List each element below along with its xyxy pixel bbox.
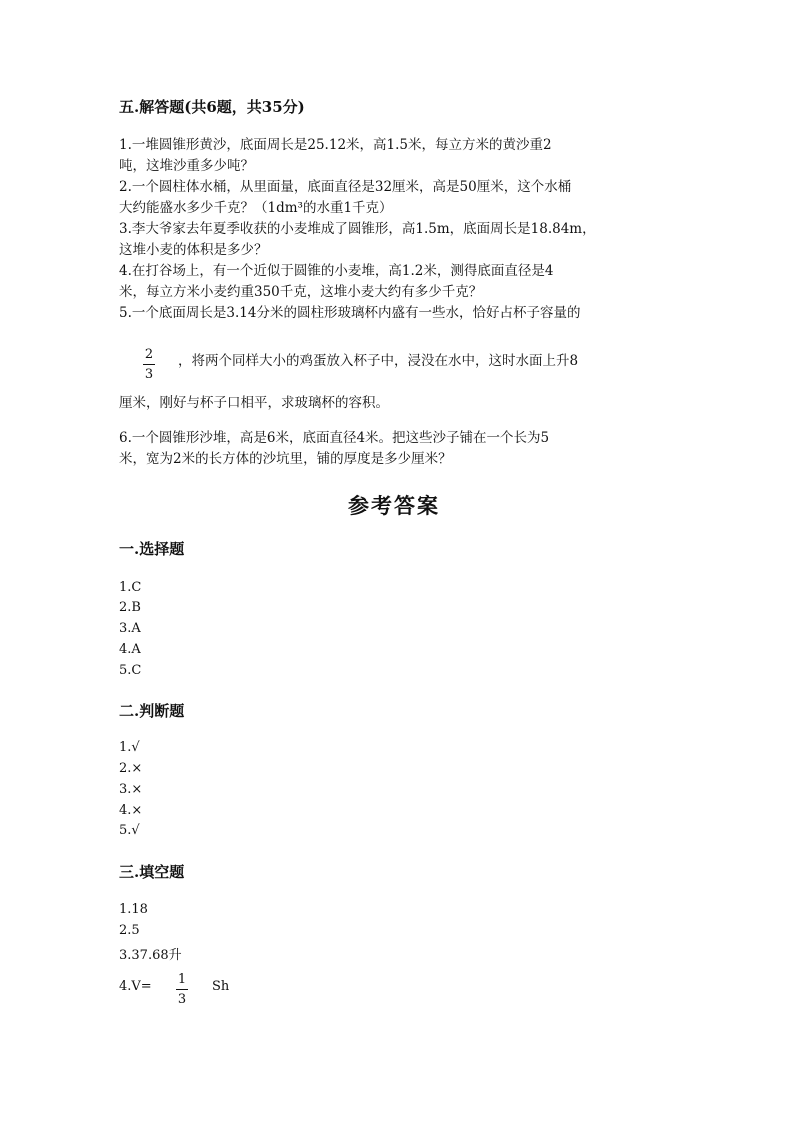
question-4-line-2: 米，每立方米小麦约重350千克，这堆小麦大约有多少千克？ — [119, 284, 483, 300]
answers-title: 参考答案 — [348, 493, 440, 518]
answers-section-3-title: 三.填空题 — [119, 863, 185, 881]
question-3-line-1: 3.李大爷家去年夏季收获的小麦堆成了圆锥形，高1.5m，底面周长是18.84m， — [119, 221, 596, 237]
section-title: 五.解答题(共6题，共35分) — [119, 98, 305, 116]
question-1-line-2: 吨，这堆沙重多少吨？ — [119, 158, 254, 174]
answer-item: 3.37.68升 — [119, 948, 182, 963]
question-4-line-1: 4.在打谷场上，有一个近似于圆锥的小麦堆，高1.2米，测得底面直径是4 — [119, 263, 554, 279]
question-3-line-2: 这堆小麦的体积是多少？ — [119, 242, 268, 258]
answer-item: 1.18 — [119, 902, 148, 917]
answer-item: 1.C — [119, 580, 142, 595]
question-5-line-2: ，将两个同样大小的鸡蛋放入杯子中，浸没在水中，这时水面上升8 — [178, 353, 579, 369]
answer-item: 1.√ — [119, 740, 140, 755]
answer-item-4-fraction — [176, 972, 188, 1007]
question-5-line-3: 厘米，刚好与杯子口相平，求玻璃杯的容积。 — [119, 395, 389, 411]
question-5-line-1: 5.一个底面周长是3.14分米的圆柱形玻璃杯内盛有一些水，恰好占杯子容量的 — [119, 305, 581, 321]
question-6-line-1: 6.一个圆锥形沙堆，高是6米，底面直径4米。把这些沙子铺在一个长为5 — [119, 430, 550, 446]
answers-section-2-title: 二.判断题 — [119, 702, 185, 720]
fraction-numerator: 1 — [177, 972, 187, 987]
answer-item-4-prefix: 4.V= — [119, 979, 152, 994]
question-5-fraction — [143, 347, 155, 382]
answer-item: 2.5 — [119, 923, 140, 938]
fraction-denominator: 3 — [144, 367, 154, 382]
question-2-line-2: 大约能盛水多少千克？（1dm³的水重1千克） — [119, 200, 393, 216]
answer-item: 5.C — [119, 663, 142, 678]
fraction-denominator: 3 — [177, 992, 187, 1007]
fraction-bar — [143, 364, 155, 365]
question-2-line-1: 2.一个圆柱体水桶，从里面量，底面直径是32厘米，高是50厘米，这个水桶 — [119, 179, 572, 195]
fraction-numerator: 2 — [144, 347, 154, 362]
answer-item: 3.A — [119, 621, 141, 636]
question-6-line-2: 米，宽为2米的长方体的沙坑里，铺的厚度是多少厘米？ — [119, 451, 452, 467]
answer-item: 5.√ — [119, 823, 140, 838]
answer-item-4-suffix: Sh — [212, 979, 230, 994]
question-1-line-1: 1.一堆圆锥形黄沙，底面周长是25.12米，高1.5米，每立方米的黄沙重2 — [119, 137, 552, 153]
answer-item: 3.× — [119, 782, 143, 797]
answer-item: 2.B — [119, 600, 141, 615]
fraction-bar — [176, 989, 188, 990]
answers-section-1-title: 一.选择题 — [119, 540, 185, 558]
answer-item: 2.× — [119, 761, 143, 776]
answer-item: 4.A — [119, 642, 141, 657]
answer-item: 4.× — [119, 803, 143, 818]
